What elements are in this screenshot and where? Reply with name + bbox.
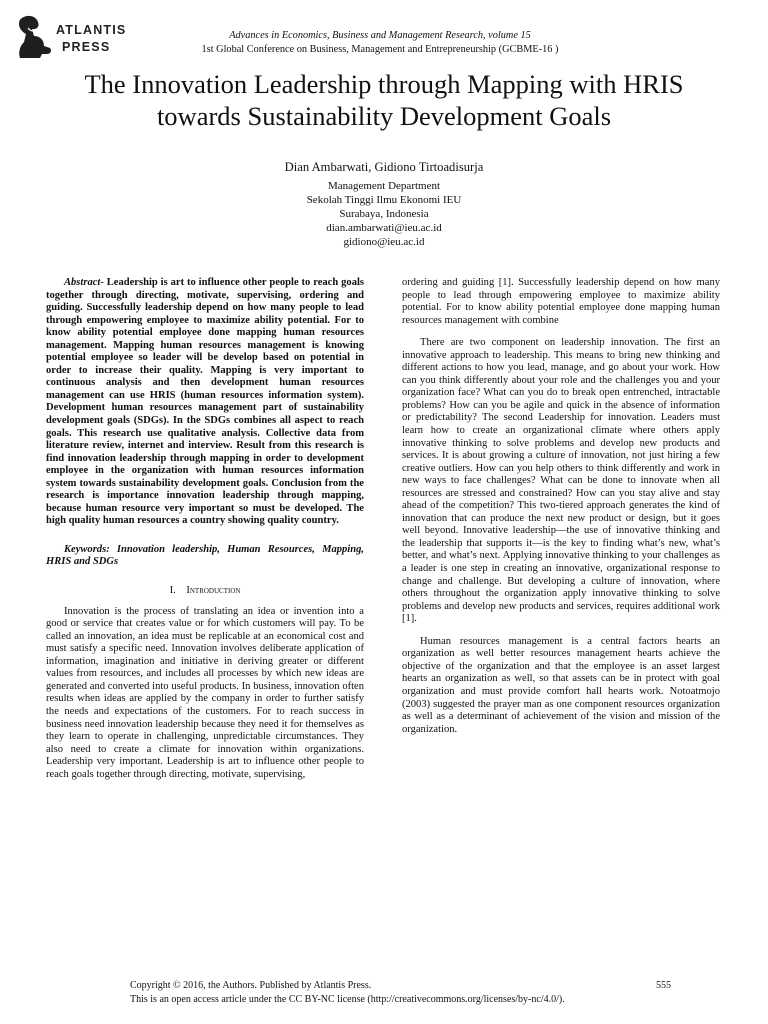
conference-header: 1st Global Conference on Business, Management and Entrepreneurship (GCBME-16 ) (201, 44, 559, 55)
license-notice: This is an open access article under the CC BY-NC license (http://creativecommons.org/licenses/by-nc/4.0/). (130, 994, 565, 1005)
affiliation-location: Surabaya, Indonesia (339, 208, 429, 220)
abstract-label: Abstract- (64, 277, 104, 288)
left-column (46, 277, 364, 791)
logo-wordmark-line1: ATLANTIS (56, 23, 127, 37)
section-heading-introduction (46, 585, 364, 598)
affiliation-institution: Sekolah Tinggi Ilmu Ekonomi IEU (306, 194, 462, 206)
intro-paragraph-1: Innovation is the process of translating an idea or invention into a good or service that creates value or for which customers will pay. To be called an innovation, an idea must be replicable at an economical cost and must satisfy a specific need. Innovation involves deliberate application of information, imagination and initiative in deriving greater or different values from resources, and includes all processes by which new ideas are generated and converted into useful products. In business, innovation often results when ideas are applied by the company in order to further satisfy the needs and expectations of the customers. For to reach success in business need innovation leadership because they need it for themselves as they learn to operate in challenging, unpredictable circumstances. They also need to create a climate for innovation within organizations. Leadership very important. Leadership is art to influence other people to reach goals together through directing, motivate, supervising, (46, 605, 364, 780)
thinker-statue-icon (14, 14, 56, 60)
body-paragraph-innovation-components: There are two component on leadership innovation. The first an innovative approach to leadership. This means to bring new thinking and different actions to how you lead, manage, and go about your work. How can you think differently about your role and the challenges you and your organization face? What can you do to break open entrenched, intractable problems? How can you be agile and quick in the absence of information or predictability? The second Leadership for innovation. Leaders must learn how to create an organizational climate where others apply innovative thinking to solve problems and develop new products and services. It is about growing a culture of innovation, not just hiring a few creative outliers. How can you help others to think differently and work in new ways to face challenges? What can be done to innovate when all resources are stressed and constrained? How can you stay alive and stay ahead of the competition? This two-tiered approach generates the kind of innovation that can produce the next new product or design, but it goes well beyond. Innovative leadership—the use of innovative thinking and the leadership that supports it—is the key to finding what’s new, what’s better, and what’s next. Applying innovative thinking to your challenges as a leader is one step in creating an innovative, organizational response to change and challenge. But developing a culture of innovation, where others throughout the organization apply innovative thinking to solve problems and develop new products and services, requires additional work [1]. (402, 337, 720, 625)
copyright-notice: Copyright © 2016, the Authors. Published by Atlantis Press. (130, 980, 372, 991)
author-email-2: gidiono@ieu.ac.id (343, 236, 425, 248)
page-number: 555 (656, 980, 671, 991)
paper-title: The Innovation Leadership through Mapping with HRIS towards Sustainability Development Goals (84, 69, 684, 131)
author-affiliation (0, 179, 768, 249)
paper-authors: Dian Ambarwati, Gidiono Tirtoadisurja (284, 160, 484, 174)
publisher-logo (14, 14, 144, 62)
affiliation-department: Management Department (327, 180, 441, 192)
abstract-text: Leadership is art to influence other people to reach goals together through directing, motivate, supervising, ordering and guiding. Successfully leadership depend on how many people to lead through empowering employee to maximize ability potential. For to know ability potential employee done mapping human resources management. Mapping human resources management is knowing potential employee so leader will be develop based on potential in order to increase their quality. Mapping is very important to continuous analysis and then development human resources management can use HRIS (human resources information system). Development human resources management part of sustainability development goals (SDGs). In the SDGs combines all aspect to reach goals. This research use qualitative analysis. Collective data from literature review, internet and interview. Result from this research is find innovation leadership through mapping in order to development employee in the organization with human resources information system towards sustainability development goals. Conclusion from the research is importance innovation leadership through mapping, because human resource very important so must be developed. The high quality human resources a country showing quality country. (46, 277, 364, 527)
journal-header: Advances in Economics, Business and Management Research, volume 15 (229, 30, 531, 41)
abstract (46, 277, 364, 528)
keywords: Keywords: Innovation leadership, Human Resources, Mapping, HRIS and SDGs (46, 543, 364, 568)
section-title: Introduction (186, 585, 241, 597)
body-paragraph-hrm: Human resources management is a central factors hearts an organization as well better resources management hearts achieve the objective of the organization and that the employee is an asset largest hearts an organization as well, so that assets can be in protect with goal organization and must provide comfort hall hearts work. Notoatmojo (2003) suggested the prayer man as one component resources organization as well as a determinant of achievement of the vision and mission of the organization. (402, 635, 720, 735)
right-column (402, 277, 720, 746)
body-paragraph-continued: ordering and guiding [1]. Successfully leadership depend on how many people to lead through empowering employee to maximize ability potential. For to know ability potential employee done mapping human resources management with combine (402, 277, 720, 326)
section-number: I. (169, 585, 176, 597)
logo-wordmark-line2: PRESS (62, 40, 111, 54)
author-email-1: dian.ambarwati@ieu.ac.id (326, 222, 442, 234)
